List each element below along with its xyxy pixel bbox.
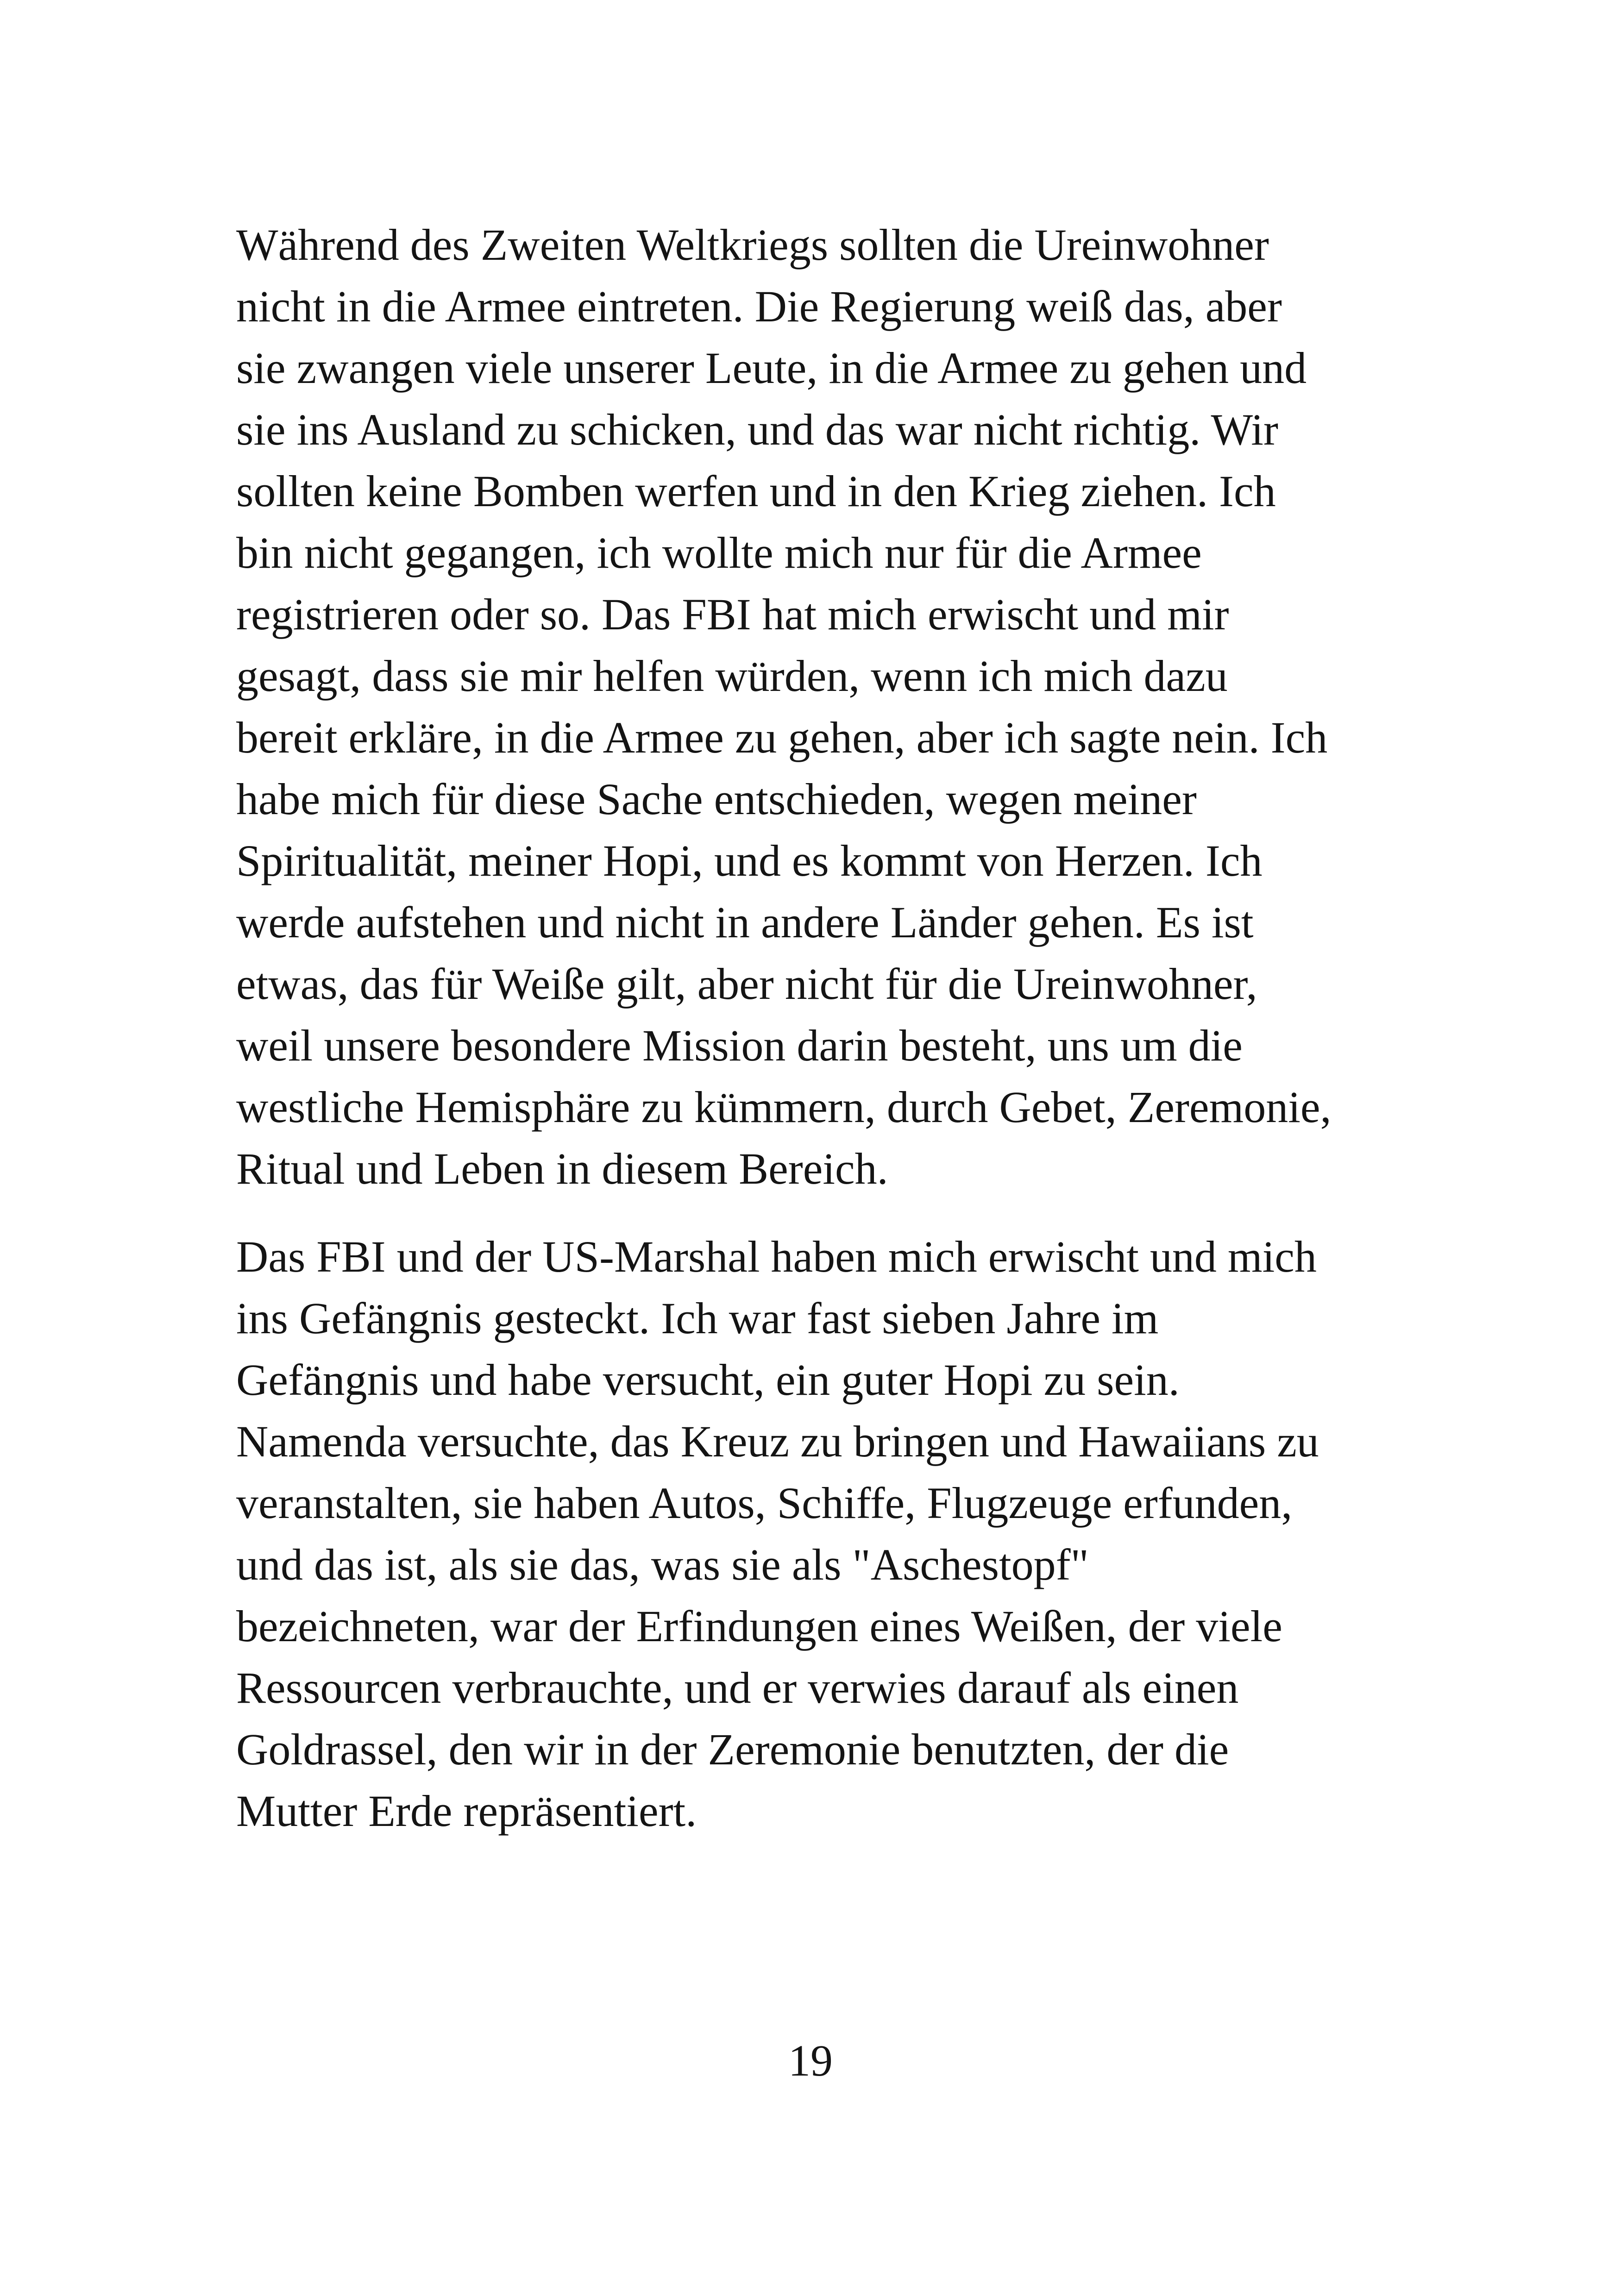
text-line: bereit erkläre, in die Armee zu gehen, aber ich sagte nein. Ich	[236, 713, 1328, 762]
text-line: werde aufstehen und nicht in andere Länder gehen. Es ist	[236, 897, 1254, 947]
body-text	[236, 214, 1403, 1842]
text-line: registrieren oder so. Das FBI hat mich erwischt und mir	[236, 590, 1229, 639]
paragraph-1	[236, 214, 1403, 1199]
text-line: bin nicht gegangen, ich wollte mich nur für die Armee	[236, 528, 1202, 577]
text-line: habe mich für diese Sache entschieden, wegen meiner	[236, 774, 1197, 824]
text-line: Namenda versuchte, das Kreuz zu bringen und Hawaiians zu	[236, 1417, 1319, 1466]
text-line: weil unsere besondere Mission darin besteht, uns um die	[236, 1021, 1243, 1070]
text-line: Gefängnis und habe versucht, ein guter Hopi zu sein.	[236, 1355, 1180, 1405]
text-line: und das ist, als sie das, was sie als "Aschestopf"	[236, 1540, 1089, 1589]
text-line: gesagt, dass sie mir helfen würden, wenn ich mich dazu	[236, 651, 1228, 701]
text-line: Während des Zweiten Weltkriegs sollten die Ureinwohner	[236, 220, 1269, 270]
text-line: Spiritualität, meiner Hopi, und es kommt von Herzen. Ich	[236, 836, 1263, 885]
text-line: sollten keine Bomben werfen und in den Krieg ziehen. Ich	[236, 466, 1276, 516]
text-line: bezeichneten, war der Erfindungen eines Weißen, der viele	[236, 1601, 1282, 1651]
text-line: Ritual und Leben in diesem Bereich.	[236, 1144, 888, 1193]
text-line: Das FBI und der US-Marshal haben mich erwischt und mich	[236, 1232, 1317, 1281]
text-line: Ressourcen verbrauchte, und er verwies darauf als einen	[236, 1663, 1239, 1713]
paragraph-2	[236, 1226, 1403, 1842]
text-line: Goldrassel, den wir in der Zeremonie benutzten, der die	[236, 1725, 1229, 1774]
text-line: etwas, das für Weiße gilt, aber nicht für die Ureinwohner,	[236, 959, 1257, 1009]
text-line: veranstalten, sie haben Autos, Schiffe, Flugzeuge erfunden,	[236, 1478, 1293, 1528]
text-line: sie zwangen viele unserer Leute, in die Armee zu gehen und	[236, 343, 1307, 393]
text-line: sie ins Ausland zu schicken, und das war nicht richtig. Wir	[236, 405, 1278, 454]
text-line: westliche Hemisphäre zu kümmern, durch Gebet, Zeremonie,	[236, 1082, 1332, 1132]
text-line: ins Gefängnis gesteckt. Ich war fast sieben Jahre im	[236, 1293, 1159, 1343]
text-line: Mutter Erde repräsentiert.	[236, 1786, 697, 1836]
page-number: 19	[788, 2036, 833, 2085]
text-line: nicht in die Armee eintreten. Die Regierung weiß das, aber	[236, 282, 1282, 331]
